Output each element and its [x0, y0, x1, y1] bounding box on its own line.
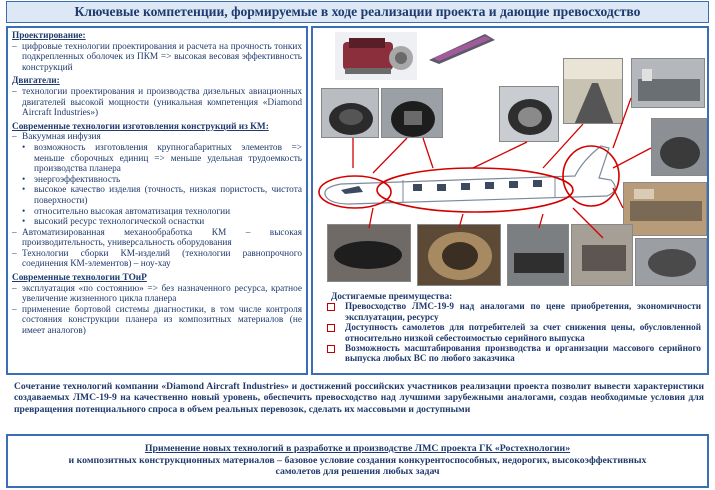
bullet-square-icon [327, 303, 335, 311]
section-mro-list [12, 284, 302, 337]
list-item: • энергоэффективность [12, 175, 302, 186]
list-item: • возможность изготовления крупногабаритных элементов => меньше сборочных единиц => меньше удельная трудоемкость производства планера [12, 143, 302, 175]
list-item: • относительно высокая автоматизация технологии [12, 207, 302, 218]
section-composites-list [12, 132, 302, 270]
footer-line-3: самолетов для решения любых задач [275, 466, 440, 477]
list-item: – технологии проектирования и производства дизельных авиационных двигателей высокой мощности (уникальная компетенция «Diamond Aircraft Industries») [12, 87, 302, 119]
advantages-heading: Достигаемые преимущества: [331, 291, 453, 301]
advantages-panel [311, 289, 709, 375]
bullet-square-icon [327, 345, 335, 353]
summary-paragraph: Сочетание технологий компании «Diamond Aircraft Industries» и достижений российских участников реализации проекта позволит вывести характеристики создаваемых ЛМС-19-9 на качественно новый уровень, обеспечить превосходство над лучшими зарубежными аналогами, создав необходимые условия для превращения потенциального спроса в объем реальных перевозок, сделать их массовыми и доступными [14, 381, 704, 415]
list-item: – Вакуумная инфузия [12, 132, 302, 143]
bullet-square-icon [327, 324, 335, 332]
advantage-item: Доступность самолетов для потребителей за счет снижения цены, обусловленной относительно низкой себестоимостью серийного выпуска [327, 322, 701, 343]
footer-line-1: Применение новых технологий в разработке и производстве ЛМС проекта ГК «Ростехнологии» [144, 443, 571, 454]
list-item: • высокий ресурс технологической оснастки [12, 217, 302, 228]
section-engines-list [12, 87, 302, 119]
list-item: – применение бортовой системы диагностики, в том числе контроля состояния конструкции планера из композитных материалов (не имеет аналогов) [12, 305, 302, 337]
section-mro-heading: Современные технологии ТОиР [12, 273, 147, 284]
list-item: – Технологии сборки КМ-изделий (технологии равнопрочного соединения КМ-элементов) – ноу-хау [12, 249, 302, 270]
competencies-panel [6, 26, 308, 375]
list-item: – эксплуатация «по состоянию» => без назначенного ресурса, кратное увеличение жизненного цикла планера [12, 284, 302, 305]
section-design-list [12, 42, 302, 74]
section-design-heading: Проектирование: [12, 31, 86, 41]
photo-collage [311, 26, 709, 313]
advantages-list [327, 301, 701, 363]
footer-line-2: и композитных конструкционных материалов – базовое условие создания конкурентоспособных, недорогих, высокоэффективных [68, 454, 647, 466]
list-item: – цифровые технологии проектирования и расчета на прочность тонких подкрепленных оболочек из ПКМ => высокая весовая эффективность конструкций [12, 42, 302, 74]
list-item: • высокое качество изделия (точность, низкая пористость, чистота поверхности) [12, 185, 302, 206]
list-item: – Автоматизированная механообработка КМ – высокая производительность, универсальность оборудования [12, 228, 302, 249]
advantage-item: Возможность масштабирования производства и организации массового серийного выпуска любых ВС по любого заказчика [327, 343, 701, 364]
connector-lines [313, 28, 711, 315]
advantage-item: Превосходство ЛМС-19-9 над аналогами по цене приобретения, экономичности эксплуатации, ресурсу [327, 301, 701, 322]
slide-title: Ключевые компетенции, формируемые в ходе реализации проекта и дающие превосходство [6, 1, 709, 23]
section-engines-heading: Двигатели: [12, 76, 60, 87]
footer-box [6, 434, 709, 488]
section-composites-heading: Современные технологии изготовления конструкций из КМ: [12, 121, 269, 132]
